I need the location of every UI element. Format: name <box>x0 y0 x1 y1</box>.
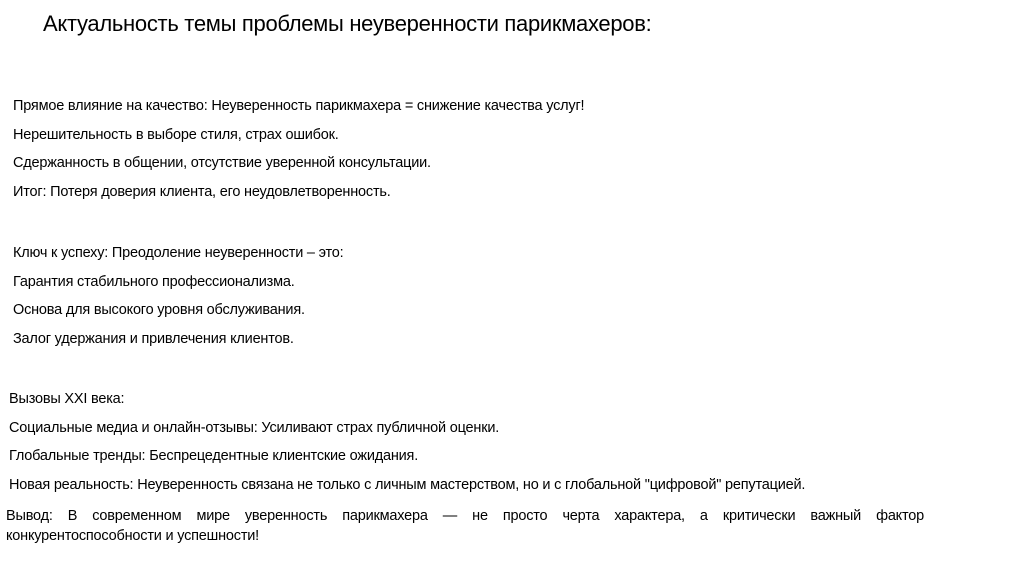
list-item: Гарантия стабильного профессионализма. <box>13 273 295 290</box>
list-item: Сдержанность в общении, отсутствие уверенной консультации. <box>13 155 431 171</box>
list-item: Новая реальность: Неуверенность связана не только с личным мастерством, но и с глобальной "цифровой" репутацией. <box>9 476 806 493</box>
list-item: Залог удержания и привлечения клиентов. <box>13 330 294 347</box>
key-to-success-heading: Ключ к успеху: Преодоление неуверенности – это: <box>13 245 344 261</box>
list-item: Глобальные тренды: Беспрецедентные клиентские ожидания. <box>9 448 419 464</box>
list-item: Социальные медиа и онлайн-отзывы: Усиливают страх публичной оценки. <box>9 419 500 436</box>
conclusion-text: Вывод: В современном мире уверенность парикмахера — не просто черта характера, а критически важный фактор конкурентоспособности и успешности! <box>6 508 924 544</box>
quality-impact-section <box>13 92 584 206</box>
page-title: Актуальность темы проблемы неуверенности парикмахеров: <box>43 11 652 36</box>
list-item: Итог: Потеря доверия клиента, его неудовлетворенность. <box>13 183 391 200</box>
key-to-success-section <box>13 239 343 353</box>
list-item: Основа для высокого уровня обслуживания. <box>13 302 305 318</box>
challenges-heading: Вызовы XXI века: <box>9 391 125 407</box>
quality-impact-heading: Прямое влияние на качество: Неуверенность парикмахера = снижение качества услуг! <box>13 98 585 114</box>
challenges-section <box>9 385 805 499</box>
list-item: Нерешительность в выборе стиля, страх ошибок. <box>13 126 339 143</box>
